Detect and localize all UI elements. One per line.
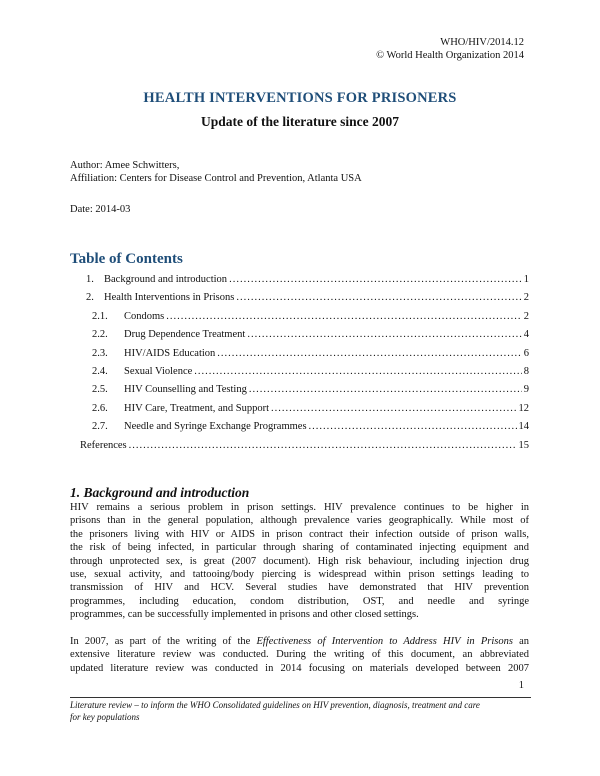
toc-entry[interactable] <box>92 402 529 415</box>
paragraph-line <box>70 635 529 648</box>
footer-line: for key populations <box>70 711 140 722</box>
toc-heading: Table of Contents <box>70 251 183 267</box>
toc-entry[interactable] <box>92 328 529 341</box>
page-footer <box>70 700 540 723</box>
toc-entry-page: 12 <box>518 403 529 414</box>
toc-entry-label: Background and introduction <box>104 274 228 285</box>
paragraph-line: the risk of being infected, in particular through sharing of contaminated injecting equipment and <box>70 542 529 554</box>
toc-entry-label: Drug Dependence Treatment <box>124 329 246 340</box>
toc-entry-page: 8 <box>523 366 529 377</box>
document-reference <box>376 36 524 62</box>
toc-entry[interactable] <box>86 273 529 286</box>
page-number: 1 <box>518 680 524 691</box>
toc-leader-dots <box>166 310 521 323</box>
toc-entry-number: 2.7. <box>92 421 108 432</box>
toc-entry-page: 2 <box>523 292 529 303</box>
toc-entry-number: 2.4. <box>92 366 108 377</box>
toc-entry-page: 15 <box>518 440 529 451</box>
toc-entry-number: 2.3. <box>92 348 108 359</box>
footer-line: Literature review – to inform the WHO Consolidated guidelines on HIV prevention, diagnosis, treatment and care <box>70 700 480 710</box>
copyright-notice: © World Health Organization 2014 <box>376 50 524 61</box>
document-title: HEALTH INTERVENTIONS FOR PRISONERS <box>143 90 457 106</box>
toc-entry[interactable] <box>86 291 529 304</box>
paragraph-line: prisons than in the general population, although prevalence varies geographically. While most of <box>70 515 529 527</box>
toc-entry-page: 9 <box>523 384 529 395</box>
toc-leader-dots <box>217 347 521 360</box>
toc-leader-dots <box>309 420 517 433</box>
paragraph-text: In 2007, as part of the writing of the <box>70 636 257 647</box>
toc-entry-number: 2.5. <box>92 384 108 395</box>
toc-leader-dots <box>247 328 521 341</box>
toc-leader-dots <box>249 383 522 396</box>
toc-entry[interactable] <box>92 420 529 433</box>
paragraph-line: updated literature review was conducted in 2014 focusing on materials developed between 2007 <box>70 662 529 674</box>
footer-divider <box>70 697 531 698</box>
paragraph-line: HIV remains a serious problem in prison settings. HIV prevalence continues to be higher in <box>70 502 529 513</box>
toc-entry-label: Sexual Violence <box>124 366 193 377</box>
toc-entry-number: 2.6. <box>92 403 108 414</box>
toc-entry-page: 6 <box>523 348 529 359</box>
document-title-italic: Effectiveness of Intervention to Address HIV in Prisons <box>256 636 513 647</box>
toc-entry-number: 2.2. <box>92 329 108 340</box>
toc-entry[interactable] <box>80 439 529 452</box>
paragraph-line: through unprotected sex, is great (2007 document). High risk behaviour, including injection drug <box>70 555 529 567</box>
toc-entry[interactable] <box>92 347 529 360</box>
paragraph-line: transmission of HIV and HCV. Several studies have demonstrated that HIV prevention <box>70 582 529 594</box>
toc-entry-number: 2. <box>86 292 94 303</box>
body-paragraph-1 <box>70 501 529 622</box>
paragraph-line: the prisoners living with HIV or AIDS in prison contract their infection outside of prison walls, <box>70 528 529 540</box>
paragraph-line: use, sexual activity, and tattooing/body piercing is widespread within prison settings leading to <box>70 569 529 581</box>
toc-entry-label: HIV Care, Treatment, and Support <box>124 403 270 414</box>
toc-entry-label: HIV/AIDS Education <box>124 348 216 359</box>
document-id: WHO/HIV/2014.12 <box>440 37 524 48</box>
body-paragraph-2 <box>70 635 529 675</box>
toc-leader-dots <box>271 402 516 415</box>
toc-entry-page: 4 <box>523 329 529 340</box>
date-line: Date: 2014-03 <box>70 204 131 215</box>
toc-entry[interactable] <box>92 365 529 378</box>
toc-entry-page: 1 <box>523 274 529 285</box>
document-subtitle: Update of the literature since 2007 <box>200 114 400 129</box>
paragraph-line: programmes, can be successfully implemented in prisons and other closed settings. <box>70 609 419 621</box>
toc-entry-label: Needle and Syringe Exchange Programmes <box>124 421 307 432</box>
toc-entry[interactable] <box>92 383 529 396</box>
toc-leader-dots <box>236 291 521 304</box>
toc-entry-label: Health Interventions in Prisons <box>104 292 235 303</box>
paragraph-line: programmes, including education, condom distribution, OST, and needle and syringe <box>70 595 529 607</box>
section-heading: 1. Background and introduction <box>70 485 250 500</box>
toc-entry-label: Condoms <box>124 311 165 322</box>
affiliation-line: Affiliation: Centers for Disease Control and Prevention, Atlanta USA <box>70 173 362 184</box>
paragraph-line: extensive literature review was conducted. During the writing of this document, an abbreviated <box>70 649 529 661</box>
toc-entry-label: HIV Counselling and Testing <box>124 384 247 395</box>
paragraph-text: an <box>512 636 530 647</box>
toc-entry-number: 2.1. <box>92 311 108 322</box>
author-line: Author: Amee Schwitters, <box>70 160 180 171</box>
toc-leader-dots <box>129 439 517 452</box>
toc-entry-page: 14 <box>518 421 529 432</box>
toc-entry-label: References <box>80 440 127 451</box>
toc-entry-number: 1. <box>86 274 94 285</box>
toc-leader-dots <box>229 273 522 286</box>
toc-leader-dots <box>194 365 521 378</box>
toc-entry-page: 2 <box>523 311 529 322</box>
toc-entry[interactable] <box>92 310 529 323</box>
